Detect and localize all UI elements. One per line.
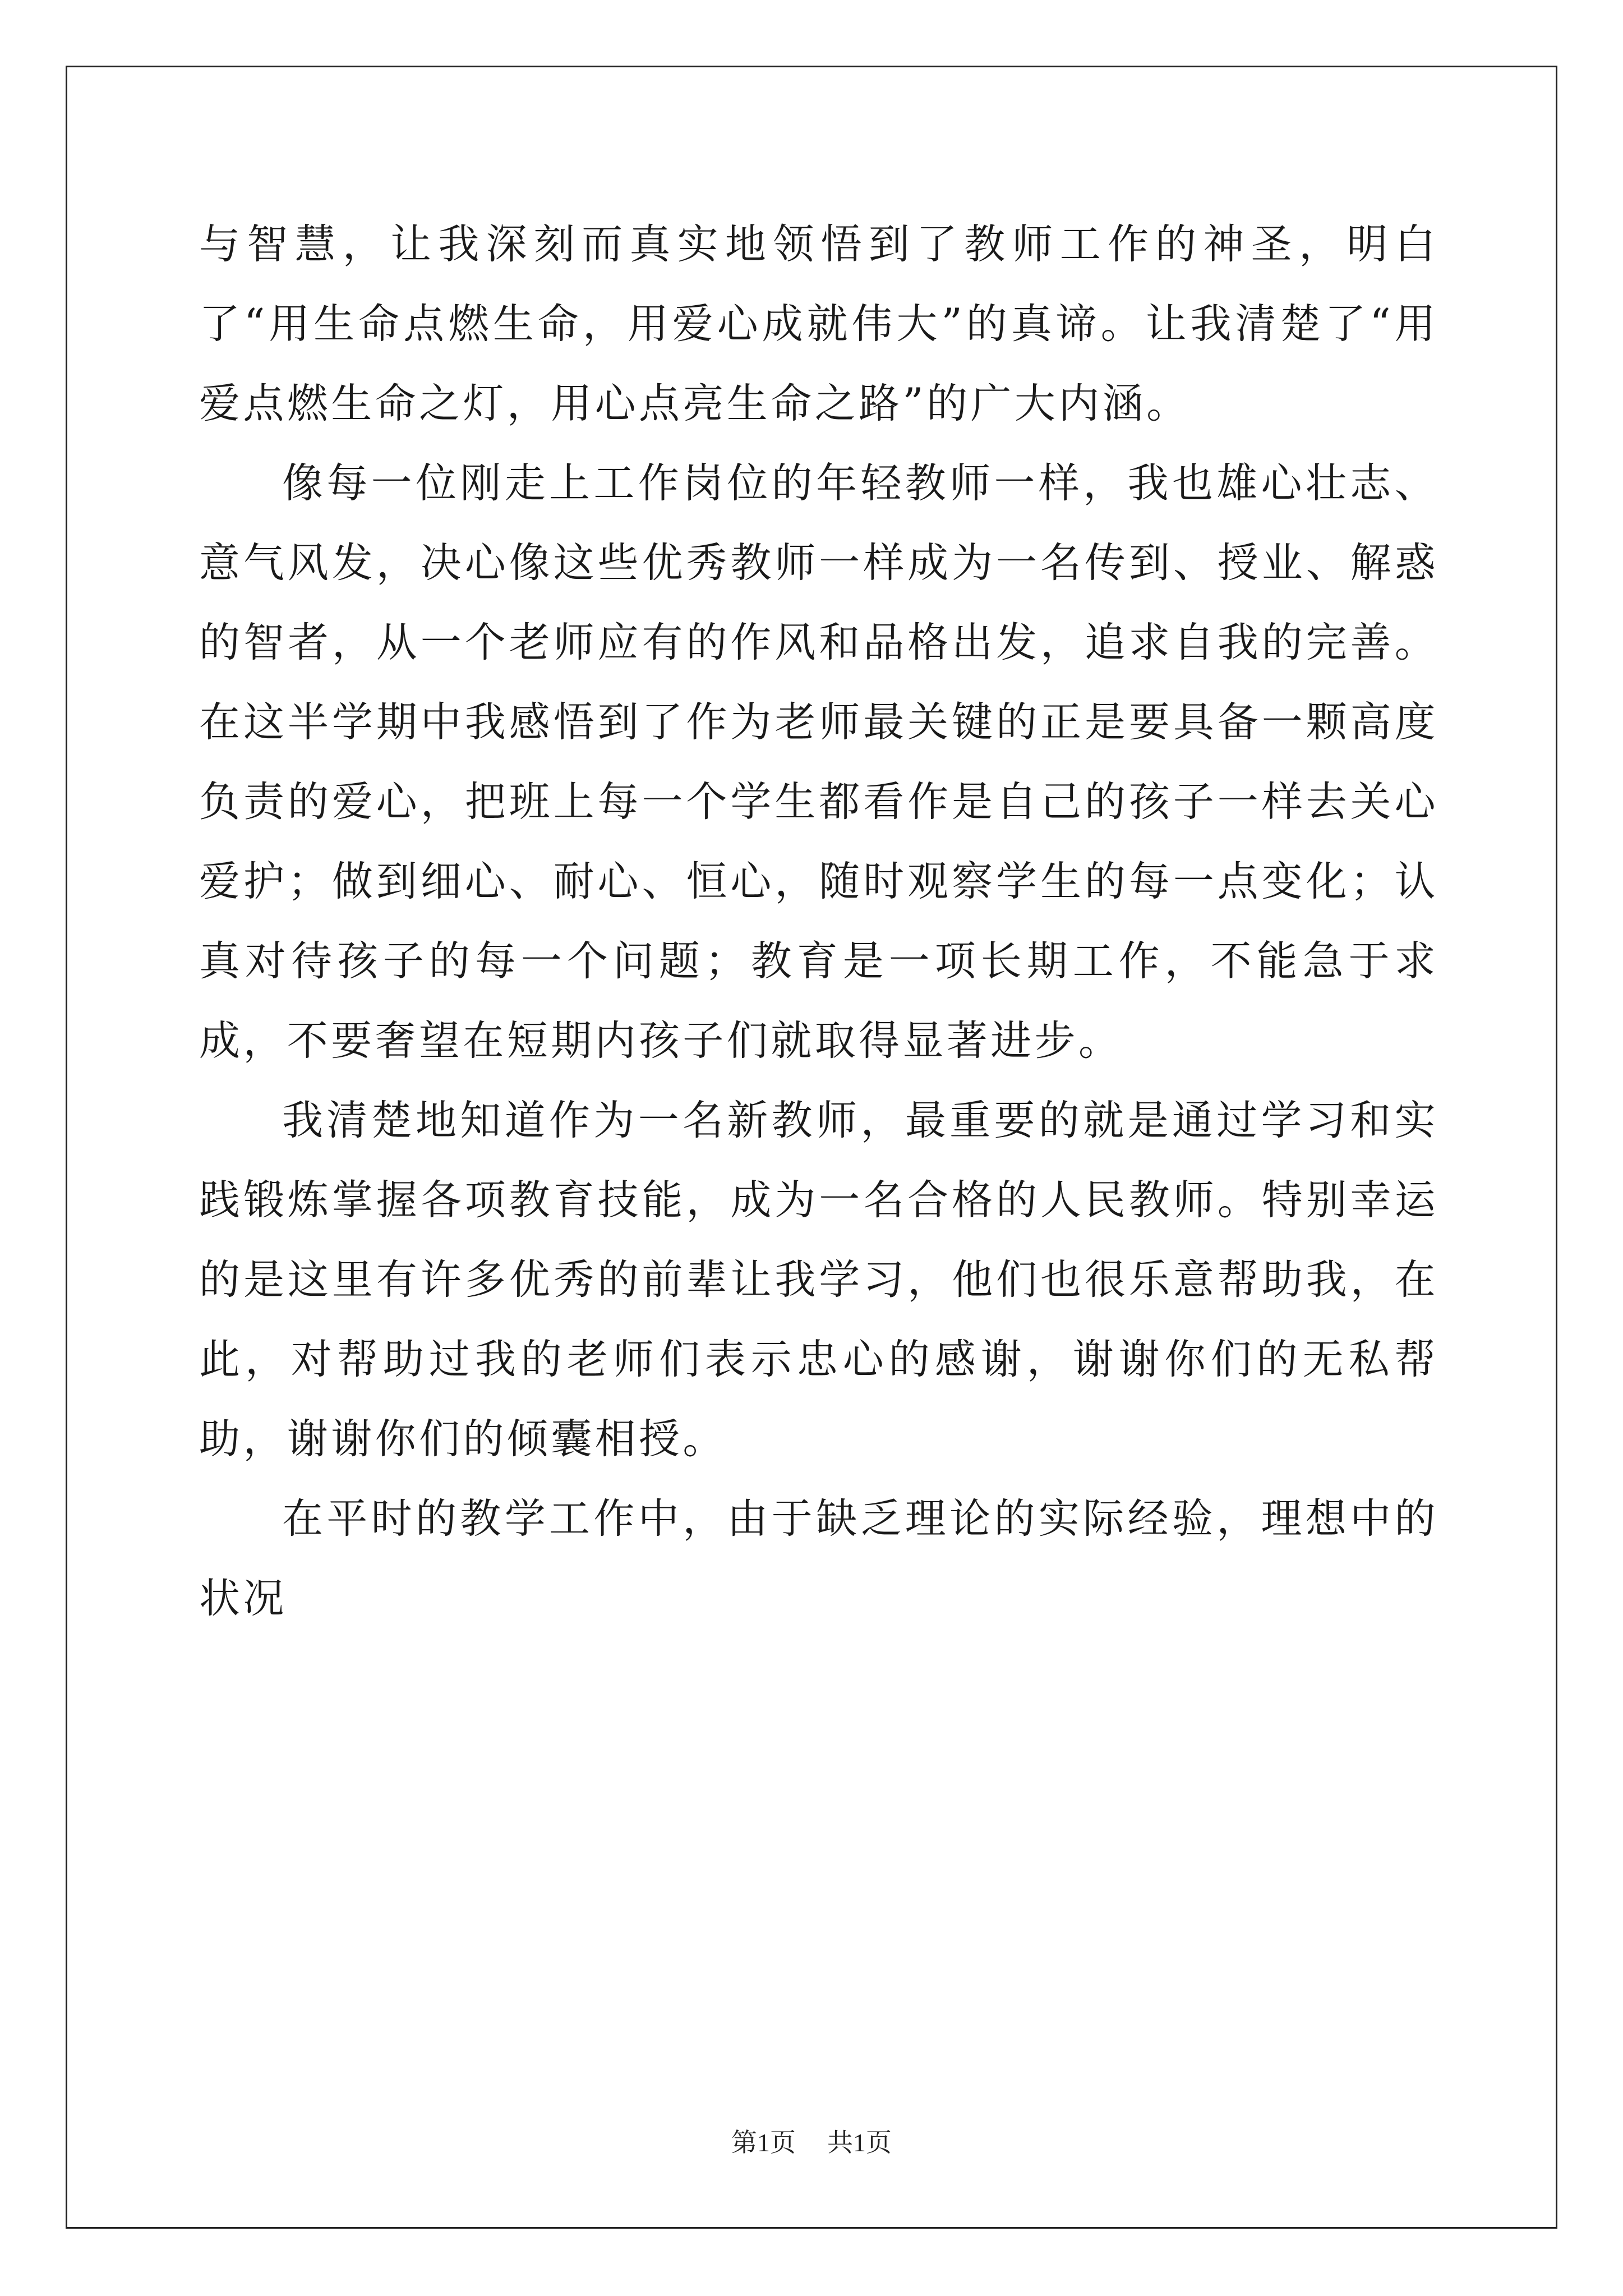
paragraph-1: 与智慧，让我深刻而真实地领悟到了教师工作的神圣，明白了“用生命点燃生命，用爱心成就伟大”的真谛。让我清楚了“用爱点燃生命之灯，用心点亮生命之路”的广大内涵。	[199, 220, 1438, 427]
page-number: 第1页	[731, 2128, 796, 2157]
page-footer	[0, 2126, 1623, 2160]
page-total: 共1页	[827, 2128, 892, 2157]
paragraph-3: 我清楚地知道作为一名新教师，最重要的就是通过学习和实践锻炼掌握各项教育技能，成为一名合格的人民教师。特别幸运的是这里有许多优秀的前辈让我学习，他们也很乐意帮助我，在此，对帮助过我的老师们表示忠心的感谢，谢谢你们的无私帮助，谢谢你们的倾囊相授。	[199, 1097, 1438, 1463]
document-body	[199, 205, 1438, 1639]
paragraph-4: 在平时的教学工作中，由于缺乏理论的实际经验，理想中的状况	[199, 1495, 1438, 1622]
paragraph-2: 像每一位刚走上工作岗位的年轻教师一样，我也雄心壮志、意气风发，决心像这些优秀教师一样成为一名传到、授业、解惑的智者，从一个老师应有的作风和品格出发，追求自我的完善。在这半学期中我感悟到了作为老师最关键的正是要具备一颗高度负责的爱心，把班上每一个学生都看作是自己的孩子一样去关心爱护；做到细心、耐心、恒心，随时观察学生的每一点变化；认真对待孩子的每一个问题；教育是一项长期工作，不能急于求成，不要奢望在短期内孩子们就取得显著进步。	[199, 459, 1438, 1065]
